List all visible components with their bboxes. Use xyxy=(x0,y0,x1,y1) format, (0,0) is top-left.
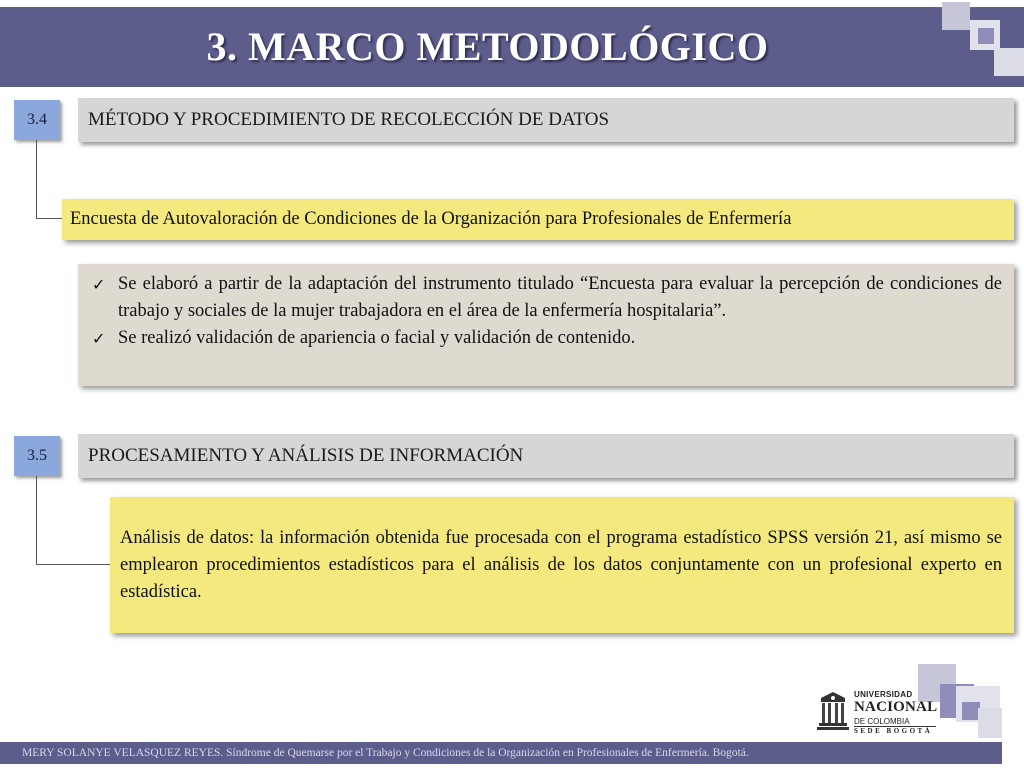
section-number-3-4: 3.4 xyxy=(14,100,60,140)
analysis-box xyxy=(110,497,1014,633)
title-bar xyxy=(0,7,1024,87)
logo-line-2: NACIONAL xyxy=(854,699,938,715)
bullet-list xyxy=(86,271,1002,352)
slide-title: 3. MARCO METODOLÓGICO xyxy=(206,24,769,69)
check-mark-icon: ✓ xyxy=(92,329,106,348)
instrument-box xyxy=(62,199,1014,240)
decor-square xyxy=(942,2,970,30)
list-item xyxy=(86,325,1002,352)
university-seal-icon xyxy=(816,690,850,734)
section-heading-3-4: MÉTODO Y PROCEDIMIENTO DE RECOLECCIÓN DE DATOS xyxy=(78,98,1014,142)
check-mark-icon: ✓ xyxy=(92,275,106,294)
footer-text: MERY SOLANYE VELASQUEZ REYES. Síndrome de Quemarse por el Trabajo y Condiciones de la Organización en Profesionales de Enfermería. Bogotá. xyxy=(22,747,749,759)
connector-line xyxy=(36,140,63,219)
decor-square xyxy=(978,28,994,44)
list-item xyxy=(86,271,1002,325)
section-heading-3-5: PROCESAMIENTO Y ANÁLISIS DE INFORMACIÓN xyxy=(78,434,1014,478)
logo-line-1: UNIVERSIDAD xyxy=(854,690,913,699)
instrument-title: Encuesta de Autovaloración de Condiciones de la Organización para Profesionales de Enfermería xyxy=(70,209,792,229)
connector-line xyxy=(36,476,111,565)
bullet-text: Se realizó validación de apariencia o facial y validación de contenido. xyxy=(118,328,636,348)
description-box xyxy=(78,264,1014,386)
university-logo xyxy=(812,688,942,738)
decor-square xyxy=(994,48,1024,76)
footer-bar xyxy=(0,742,1002,764)
bullet-text: Se elaboró a partir de la adaptación del instrumento titulado “Encuesta para evaluar la percepción de condiciones de trabajo y sociales de la mujer trabajadora en el área de la enfermería hospitalaria”. xyxy=(118,274,1002,321)
decor-square xyxy=(978,708,1002,738)
analysis-text: Análisis de datos: la información obtenida fue procesada con el programa estadístico SPSS versión 21, así mismo se emplearon procedimientos estadísticos para el análisis de los datos conjuntamente con un profesional experto en estadística. xyxy=(120,528,1002,602)
logo-line-4: SEDE BOGOTÁ xyxy=(854,727,933,735)
section-number-3-5: 3.5 xyxy=(14,436,60,476)
logo-line-3: DE COLOMBIA xyxy=(854,717,910,726)
